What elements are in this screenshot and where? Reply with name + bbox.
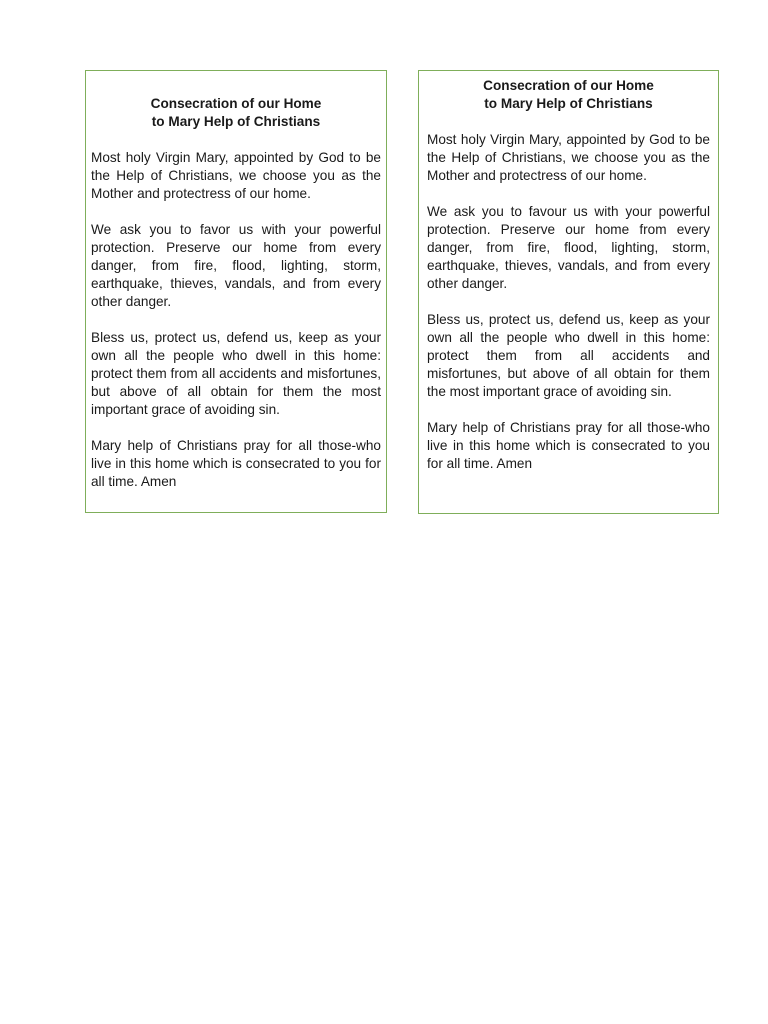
paragraph-2: We ask you to favour us with your powerful protection. Preserve our home from every danger, from fire, flood, lighting, storm, earthquake, thieves, vandals, and from every other danger. (427, 204, 710, 291)
card-title (91, 95, 381, 131)
title-line-2: to Mary Help of Christians (484, 96, 653, 111)
paragraph-1: Most holy Virgin Mary, appointed by God to be the Help of Christians, we choose you as the Mother and protectress of our home. (91, 150, 381, 201)
prayer-card-left (85, 70, 387, 513)
paragraph-1: Most holy Virgin Mary, appointed by God to be the Help of Christians, we choose you as the Mother and protectress of our home. (427, 132, 710, 183)
card-title (427, 77, 710, 113)
paragraph-3: Bless us, protect us, defend us, keep as your own all the people who dwell in this home: protect them from all accidents and misfortunes, but above of all obtain for them the most important grace of avoiding sin. (91, 330, 381, 417)
title-line-2: to Mary Help of Christians (151, 114, 321, 129)
paragraph-4: Mary help of Christians pray for all those-who live in this home which is consecrated to you for all time. Amen (91, 438, 381, 489)
title-line-1: Consecration of our Home (150, 96, 322, 111)
paragraph-3: Bless us, protect us, defend us, keep as your own all the people who dwell in this home: protect them from all accidents and misfortunes, but above of all obtain for them the most important grace of avoiding sin. (427, 312, 710, 399)
prayer-card-right (418, 70, 719, 514)
paragraph-4: Mary help of Christians pray for all those-who live in this home which is consecrated to you for all time. Amen (427, 420, 710, 471)
paragraph-2: We ask you to favor us with your powerful protection. Preserve our home from every danger, from fire, flood, lighting, storm, earthquake, thieves, vandals, and from every other danger. (91, 222, 381, 309)
title-line-1: Consecration of our Home (483, 78, 654, 93)
